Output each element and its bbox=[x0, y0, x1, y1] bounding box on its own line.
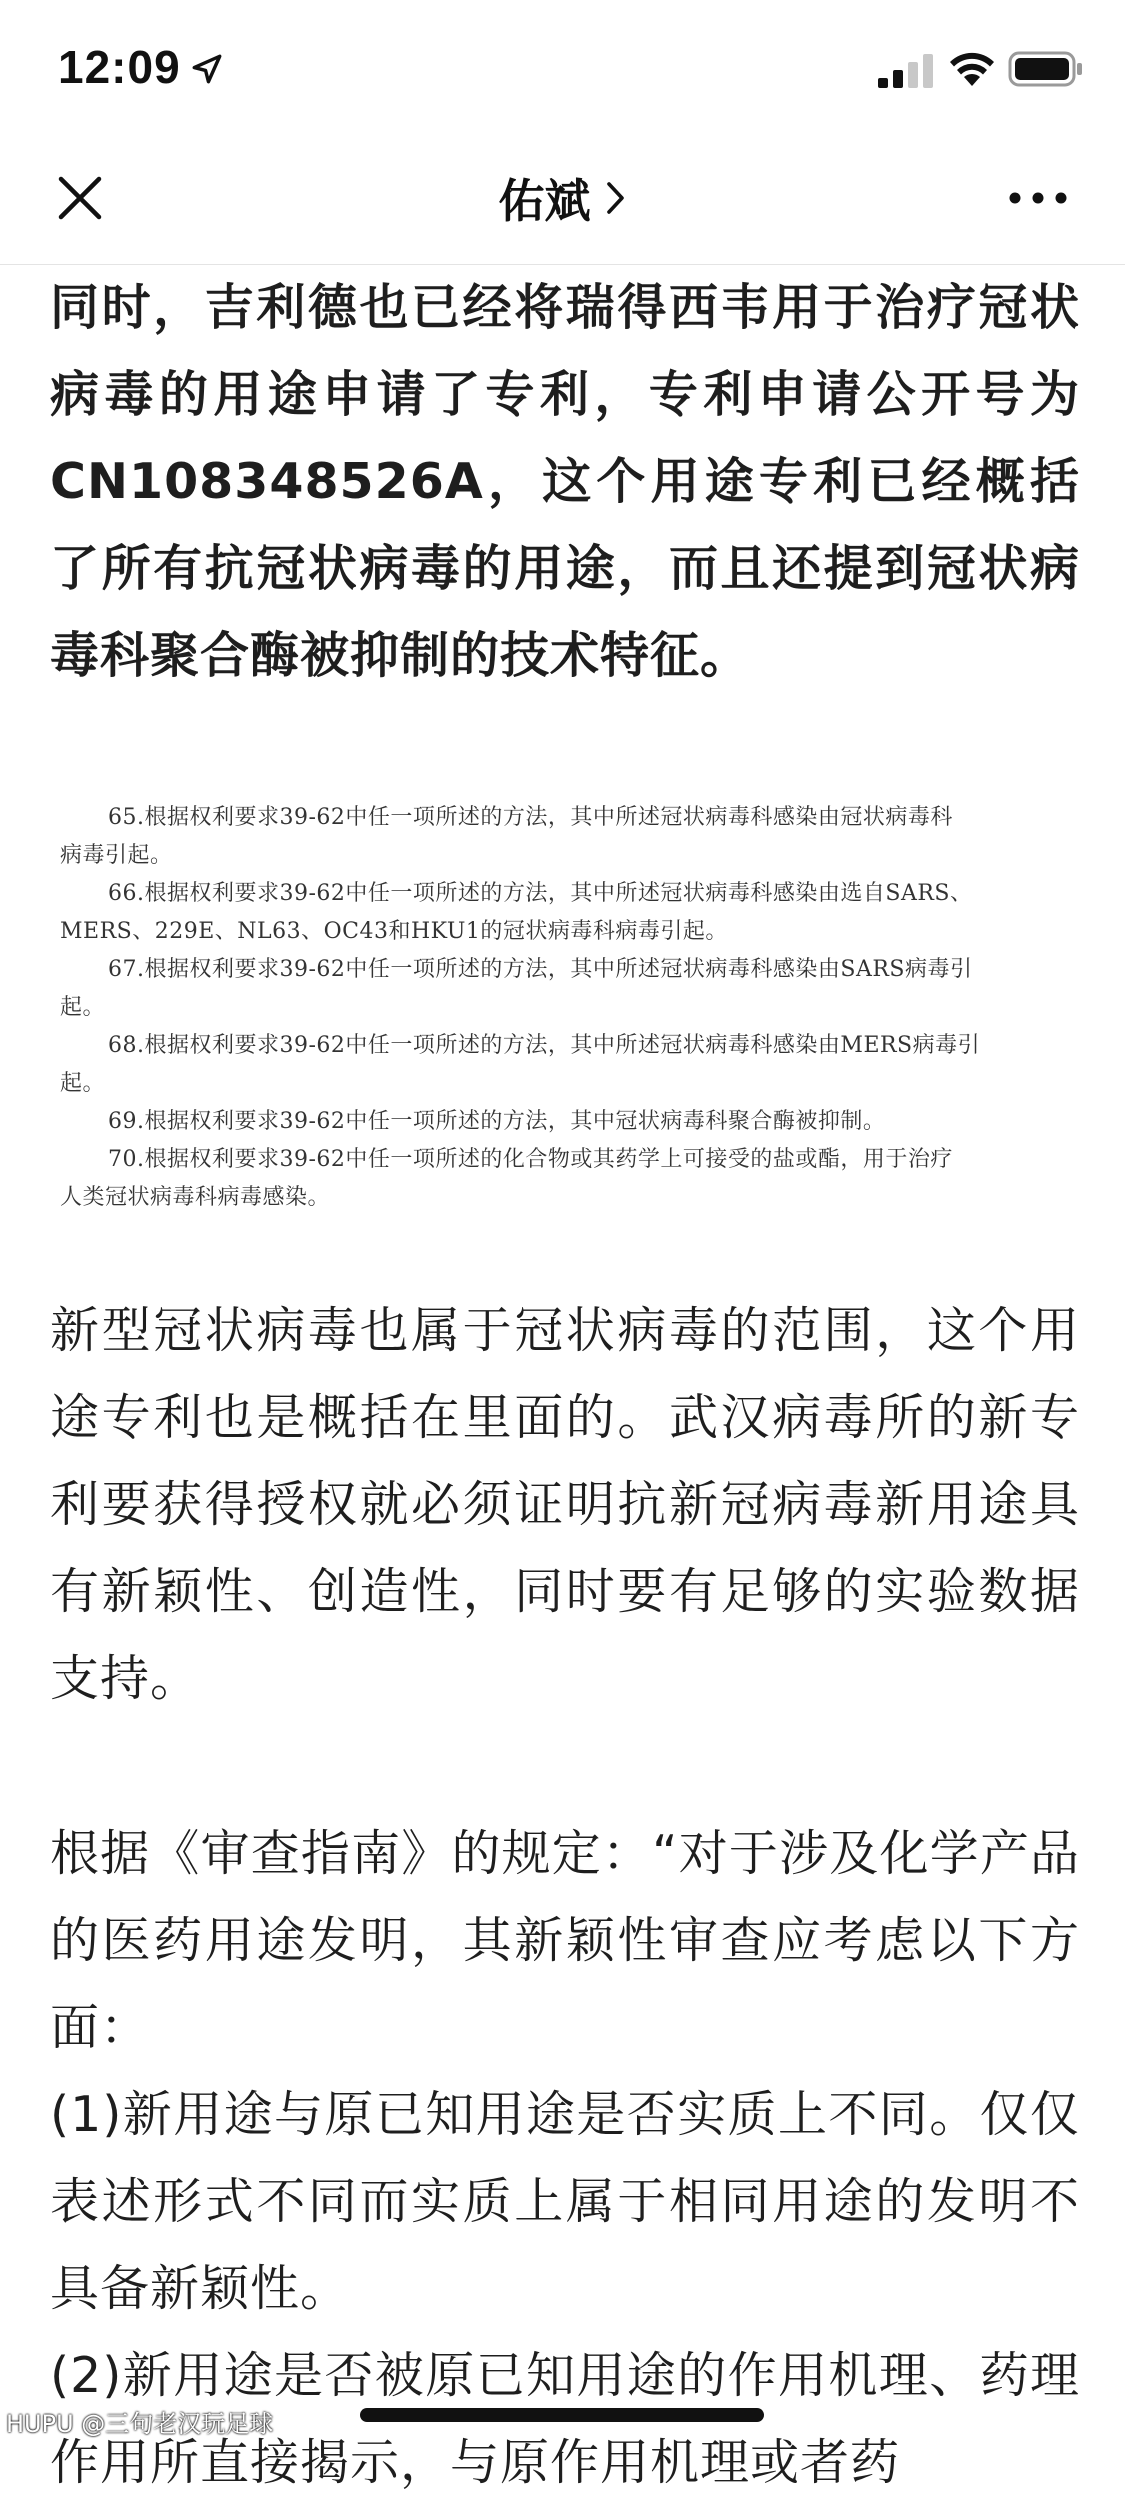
home-indicator[interactable] bbox=[360, 2408, 764, 2422]
article-paragraph: (1)新用途与原已知用途是否实质上不同。仅仅表述形式不同而实质上属于相同用途的发明不具备新颖性。 bbox=[50, 2086, 1080, 2317]
patent-claims-image bbox=[60, 799, 1060, 1229]
status-bar bbox=[0, 0, 1125, 132]
chevron-right-icon bbox=[605, 180, 627, 216]
claim-line: 67.根据权利要求39-62中任一项所述的方法，其中所述冠状病毒科感染由SARS病毒引 bbox=[108, 957, 973, 982]
claim-line: 起。 bbox=[60, 1071, 106, 1096]
article-paragraph: (2)新用途是否被原已知用途的作用机理、药理作用所直接揭示，与原作用机理或者药 bbox=[50, 2347, 1080, 2491]
claim-line: 70.根据权利要求39-62中任一项所述的化合物或其药学上可接受的盐或酯，用于治疗 bbox=[108, 1147, 953, 1172]
claim-line: 69.根据权利要求39-62中任一项所述的方法，其中冠状病毒科聚合酶被抑制。 bbox=[108, 1109, 886, 1134]
nav-title-link[interactable] bbox=[0, 132, 1125, 264]
article-body bbox=[50, 264, 1080, 2506]
more-dots-icon bbox=[1008, 191, 1068, 205]
watermark: HUPU @三句老汉玩足球 bbox=[6, 2410, 274, 2438]
article-paragraph: 新型冠状病毒也属于冠状病毒的范围，这个用途专利也是概括在里面的。武汉病毒所的新专利要获得授权就必须证明抗新冠病毒新用途具有新颖性、创造性，同时要有足够的实验数据支持。 bbox=[50, 1302, 1080, 1707]
status-time: 12:09 bbox=[58, 41, 181, 93]
location-arrow-icon bbox=[190, 52, 224, 86]
wifi-icon bbox=[948, 48, 996, 88]
claim-line: MERS、229E、NL63、OC43和HKU1的冠状病毒科病毒引起。 bbox=[60, 919, 728, 944]
more-options-button[interactable] bbox=[1003, 172, 1073, 224]
claim-line: 66.根据权利要求39-62中任一项所述的方法，其中所述冠状病毒科感染由选自SARS、 bbox=[108, 881, 973, 906]
claim-line: 病毒引起。 bbox=[60, 843, 173, 868]
claim-line: 人类冠状病毒科病毒感染。 bbox=[60, 1185, 331, 1210]
claim-line: 68.根据权利要求39-62中任一项所述的方法，其中所述冠状病毒科感染由MERS病毒引 bbox=[108, 1033, 981, 1058]
claim-line: 起。 bbox=[60, 995, 106, 1020]
article-paragraph: 根据《审查指南》的规定：“对于涉及化学产品的医药用途发明，其新颖性审查应考虑以下方面： bbox=[50, 1825, 1080, 2056]
claim-line: 65.根据权利要求39-62中任一项所述的方法，其中所述冠状病毒科感染由冠状病毒科 bbox=[108, 805, 953, 830]
nav-title: 佑斌 bbox=[498, 174, 591, 228]
battery-icon bbox=[1008, 50, 1084, 88]
nav-bar bbox=[0, 132, 1125, 265]
article-paragraph: 同时，吉利德也已经将瑞得西韦用于治疗冠状病毒的用途申请了专利，专利申请公开号为CN108348526A，这个用途专利已经概括了所有抗冠状病毒的用途，而且还提到冠状病毒科聚合酶被抑制的技术特征。 bbox=[50, 279, 1080, 684]
cellular-signal-icon bbox=[876, 52, 936, 88]
